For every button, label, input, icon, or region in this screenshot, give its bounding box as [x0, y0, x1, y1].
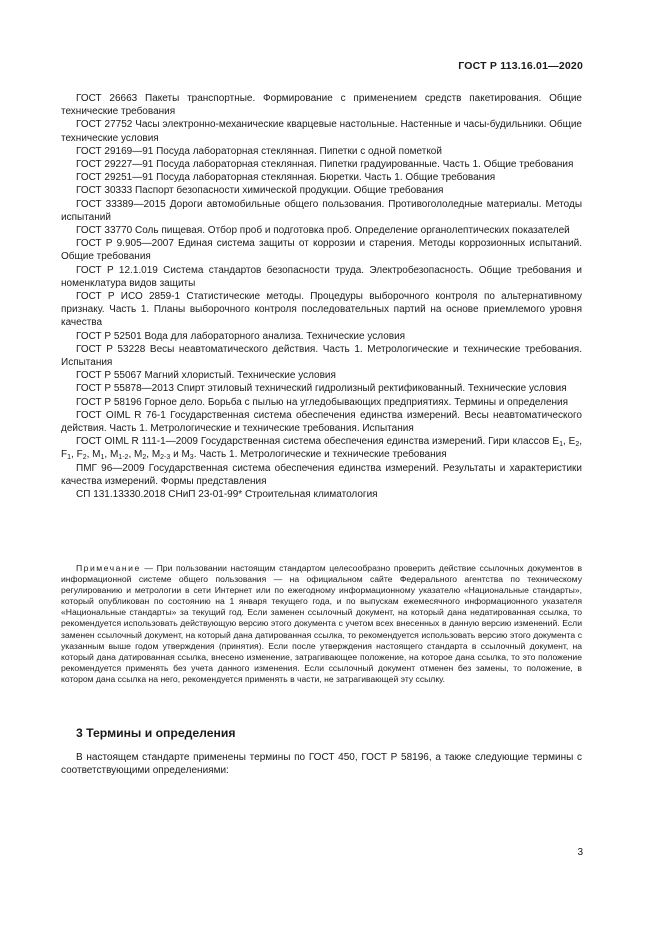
class-symbol: M: [151, 449, 161, 461]
subscript: 1: [559, 441, 563, 449]
reference-item: ГОСТ Р 9.905—2007 Единая система защиты от коррозии и старения. Методы коррозионных испытаний. Общие требования: [61, 238, 582, 263]
ref-text: ГОСТ OIML R 111-1—2009 Государственная система обеспечения единства измерений. Гири классов E: [76, 436, 560, 448]
reference-item: ГОСТ Р ИСО 2859-1 Статистические методы. Процедуры выборочного контроля по альтернативному признаку. Часть 1. Планы выборочного контроля последовательных партий на основе приемлемого уровня качества: [61, 291, 582, 329]
conjunction: и: [173, 449, 179, 461]
reference-item: ГОСТ 30333 Паспорт безопасности химической продукции. Общие требования: [76, 185, 444, 197]
reference-item: ГОСТ Р 12.1.019 Система стандартов безопасности труда. Электробезопасность. Общие требования и номенклатура видов защиты: [61, 264, 582, 289]
reference-item: ГОСТ Р 55067 Магний хлористый. Технические условия: [76, 370, 336, 382]
section-intro: [61, 751, 582, 777]
reference-item: ГОСТ OIML R 76-1 Государственная система обеспечения единства измерений. Весы неавтоматического действия. Часть 1. Метрологические и технические требования. Испытания: [61, 409, 582, 435]
reference-item: ГОСТ 33389—2015 Дороги автомобильные общего пользования. Противогололедные материалы. Методы испытаний: [61, 198, 582, 223]
class-symbol: F: [61, 449, 68, 461]
reference-item: ПМГ 96—2009 Государственная система обеспечения единства измерений. Результаты и характеристики качества измерений. Формы представления: [61, 462, 582, 487]
class-symbol: M: [92, 449, 101, 461]
reference-item: ГОСТ Р 52501 Вода для лабораторного анализа. Технические условия: [76, 330, 406, 342]
class-symbol: F: [76, 449, 83, 461]
reference-item: ГОСТ 26663 Пакеты транспортные. Формирование с применением средств пакетирования. Общие технические требования: [61, 93, 582, 118]
subscript: 2-3: [160, 454, 171, 462]
note-label: Примечание: [76, 563, 141, 573]
ref-text: . Часть 1. Метрологические и технические требования: [193, 449, 447, 461]
note-paragraph: [61, 563, 582, 685]
subscript: 2: [575, 441, 580, 449]
normative-references-list: [61, 92, 582, 501]
reference-item-oiml-r111: ГОСТ OIML R 111-1—2009 Государственная система обеспечения единства измерений. Гири классов $E_1$, $E_2$, $F_1$, $F_2$, $M_1$, $M_{1-2}$, $M_2$, $M_{2-3}$ и $M_3$. Часть 1. Метрологические и технические требования: [61, 436, 582, 462]
reference-item: ГОСТ 29227—91 Посуда лабораторная стеклянная. Пипетки градуированные. Часть 1. Общие требования: [76, 159, 574, 171]
reference-item: ГОСТ Р 53228 Весы неавтоматического действия. Часть 1. Метрологические и технические требования. Испытания: [61, 343, 582, 369]
reference-item: ГОСТ 27752 Часы электронно-механические кварцевые настольные. Настенные и часы-будильники. Общие технические условия: [61, 119, 582, 144]
subscript: 1: [67, 454, 72, 462]
subscript: 1: [100, 454, 105, 462]
note-block: [61, 563, 582, 685]
subscript: 3: [189, 454, 194, 462]
reference-item: ГОСТ Р 58196 Горное дело. Борьба с пылью на угледобывающих предприятиях. Термины и определения: [76, 396, 569, 408]
reference-item: ГОСТ Р 55878—2013 Спирт этиловый технический гидролизный ректификованный. Технические условия: [76, 383, 567, 395]
reference-item: ГОСТ 29251—91 Посуда лабораторная стеклянная. Бюретки. Часть 1. Общие требования: [76, 172, 496, 184]
note-text: — При пользовании настоящим стандартом целесообразно проверить действие ссылочных документов в информационной системе общего пользования — на официальном сайте Федерального агентства по техническому регулированию и метрологии в сети Интернет или по ежегодному информационному указателю «Национальные стандарты», который опубликован по состоянию на 1 января текущего года, и по выпускам ежемесячного информационного указателя «Национальные стандарты» за текущий год. Если заменен ссылочный документ, на который дана недатированная ссылка, то рекомендуется использовать действующую версию этого документа с учетом всех внесенных в данную версию изменений. Если заменен ссылочный документ, на который дана датированная ссылка, то рекомендуется использовать версию этого документа с указанным выше годом утверждения (принятия). Если после утверждения настоящего стандарта в ссылочный документ, на который дана датированная ссылка, внесено изменение, затрагивающее положение, на которое дана ссылка, то это положение рекомендуется применять без учета данного изменения. Если ссылочный документ отменен без замены, то положение, в котором дана ссылка на него, рекомендуется применять в части, не затрагивающей эту ссылку.: [61, 563, 583, 684]
document-header: ГОСТ Р 113.16.01—2020: [458, 60, 583, 72]
reference-item: ГОСТ 33770 Соль пищевая. Отбор проб и подготовка проб. Определение органолептических показателей: [76, 225, 570, 237]
section-heading: 3 Термины и определения: [76, 726, 236, 740]
intro-paragraph: В настоящем стандарте применены термины по ГОСТ 450, ГОСТ Р 58196, а также следующие термины с соответствующими определениями:: [61, 752, 582, 777]
reference-item: ГОСТ 29169—91 Посуда лабораторная стеклянная. Пипетки с одной пометкой: [76, 145, 442, 157]
subscript: 2: [142, 454, 147, 462]
page-number: 3: [577, 847, 583, 858]
class-symbol: M: [134, 449, 143, 461]
subscript: 2: [82, 454, 87, 462]
class-symbol: E: [568, 436, 576, 448]
class-symbol: M: [181, 449, 190, 461]
subscript: 1-2: [118, 454, 129, 462]
class-symbol: M: [109, 449, 119, 461]
reference-item: СП 131.13330.2018 СНиП 23-01-99* Строительная климатология: [76, 489, 378, 501]
